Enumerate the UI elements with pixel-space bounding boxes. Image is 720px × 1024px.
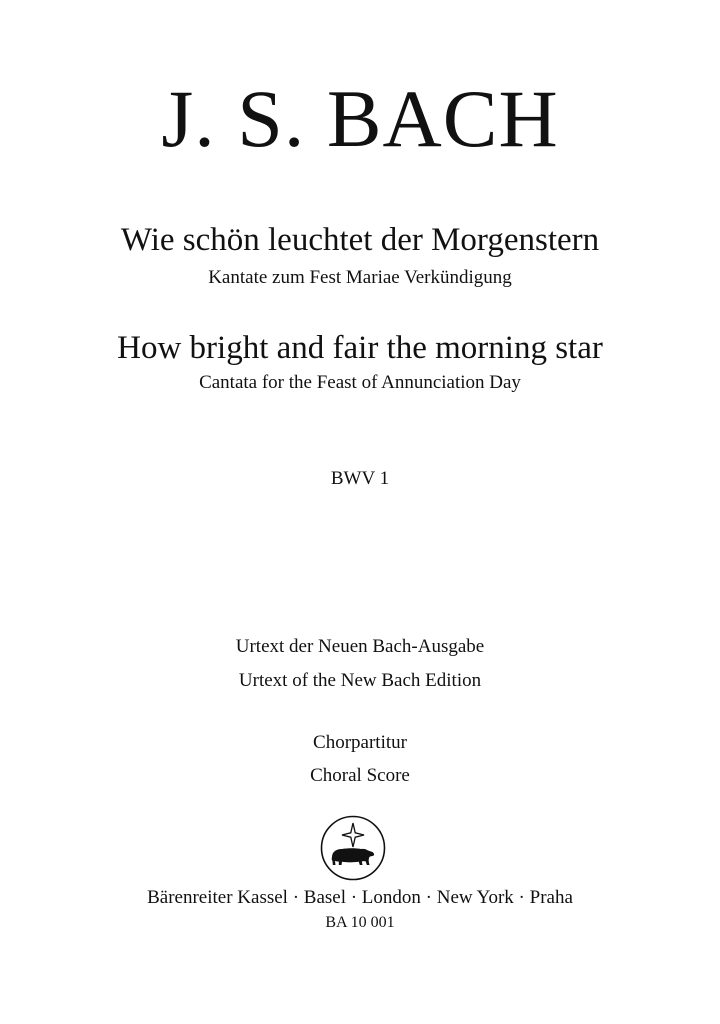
score-type-german: Chorpartitur (313, 732, 407, 753)
publisher-imprint: Bärenreiter Kassel · Basel · London · New York · Praha (147, 887, 573, 908)
edition-english: Urtext of the New Bach Edition (238, 670, 482, 691)
score-type-english: Choral Score (310, 765, 410, 786)
subtitle-english: Cantata for the Feast of Annunciation Day (199, 372, 521, 393)
edition-german: Urtext der Neuen Bach-Ausgabe (235, 636, 485, 657)
order-number: BA 10 001 (325, 914, 395, 931)
title-german: Wie schön leuchtet der Morgenstern (120, 222, 600, 258)
title-english: How bright and fair the morning star (117, 330, 603, 366)
composer-name: J. S. BACH (161, 73, 559, 164)
subtitle-german: Kantate zum Fest Mariae Verkündigung (208, 267, 512, 288)
catalog-number: BWV 1 (330, 468, 390, 489)
baerenreiter-bear-star-logo-icon (320, 815, 386, 881)
